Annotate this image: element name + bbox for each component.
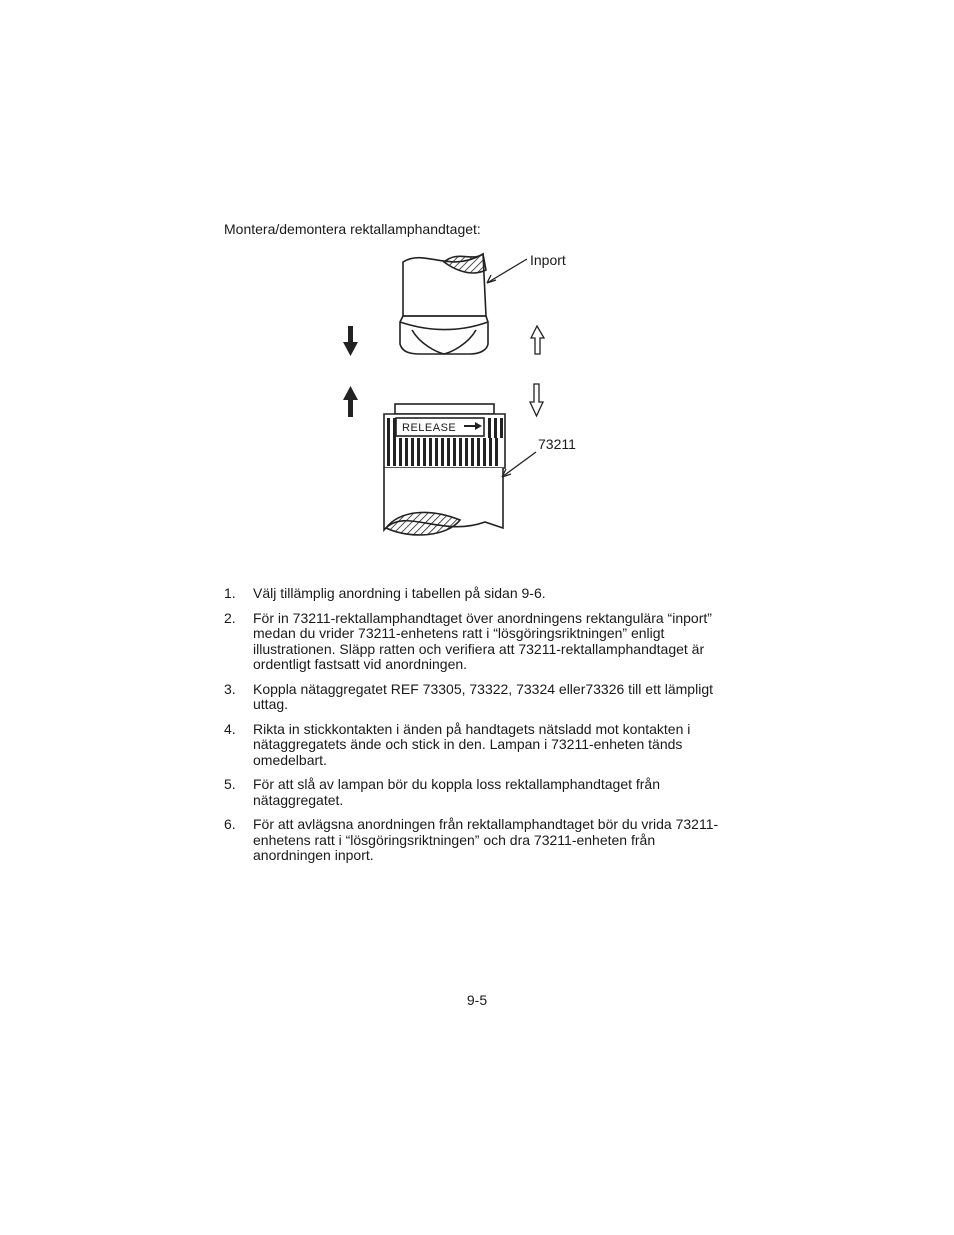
list-item bbox=[224, 777, 734, 808]
inport-leader bbox=[487, 259, 527, 283]
list-item bbox=[224, 611, 734, 673]
handle-leader bbox=[502, 452, 536, 477]
inport-cup bbox=[400, 316, 488, 354]
step-number: 2. bbox=[224, 609, 236, 626]
step-number: 1. bbox=[224, 585, 236, 601]
label-inport: Inport bbox=[530, 252, 566, 268]
step-number: 3. bbox=[224, 680, 236, 697]
list-item bbox=[224, 586, 734, 602]
step-text: För in 73211-rektallamphandtaget över anordningens rektangulära “inport” medan du vrider 73211-enhetens ratt i “lösgöringsriktningen” enligt illustrationen. Släpp ratten och verifiera att 73211-rektallamphandtaget är ordentligt fastsatt vid anordningen. bbox=[253, 609, 712, 672]
step-text: Rikta in stickkontakten i änden på handtagets nätsladd mot kontakten i nätaggregatets ände och stick in den. Lampan i 73211-enheten tänds omedelbart. bbox=[253, 720, 691, 768]
intro-text: Montera/demontera rektallamphandtaget: bbox=[224, 221, 481, 237]
inport-device bbox=[400, 254, 488, 354]
step-text: För att avlägsna anordningen från rektallamphandtaget bör du vrida 73211-enhetens ratt i “lösgöringsriktningen” och dra 73211-enheten från anordningen inport. bbox=[253, 816, 719, 863]
page-number: 9-5 bbox=[466, 992, 488, 1008]
hollow-up-arrow bbox=[531, 326, 544, 354]
solid-up-arrow bbox=[343, 386, 358, 417]
label-73211: 73211 bbox=[538, 436, 576, 452]
step-text: För att slå av lampan bör du koppla loss rektallamphandtaget från nätaggregatet. bbox=[253, 776, 661, 808]
step-text: Välj tillämplig anordning i tabellen på sidan 9-6. bbox=[253, 585, 546, 601]
hollow-down-arrow bbox=[530, 384, 543, 416]
list-item bbox=[224, 682, 734, 713]
assembly-illustration bbox=[330, 246, 600, 546]
solid-down-arrow bbox=[343, 326, 358, 356]
step-text: Koppla nätaggregatet REF 73305, 73322, 73324 eller73326 till ett lämpligt uttag. bbox=[253, 680, 713, 712]
list-item bbox=[224, 722, 734, 769]
list-item bbox=[224, 817, 734, 864]
step-number: 5. bbox=[224, 776, 236, 792]
step-number: 6. bbox=[224, 816, 236, 832]
step-number: 4. bbox=[224, 720, 236, 737]
release-label: RELEASE bbox=[402, 422, 457, 434]
instruction-list bbox=[224, 586, 734, 873]
